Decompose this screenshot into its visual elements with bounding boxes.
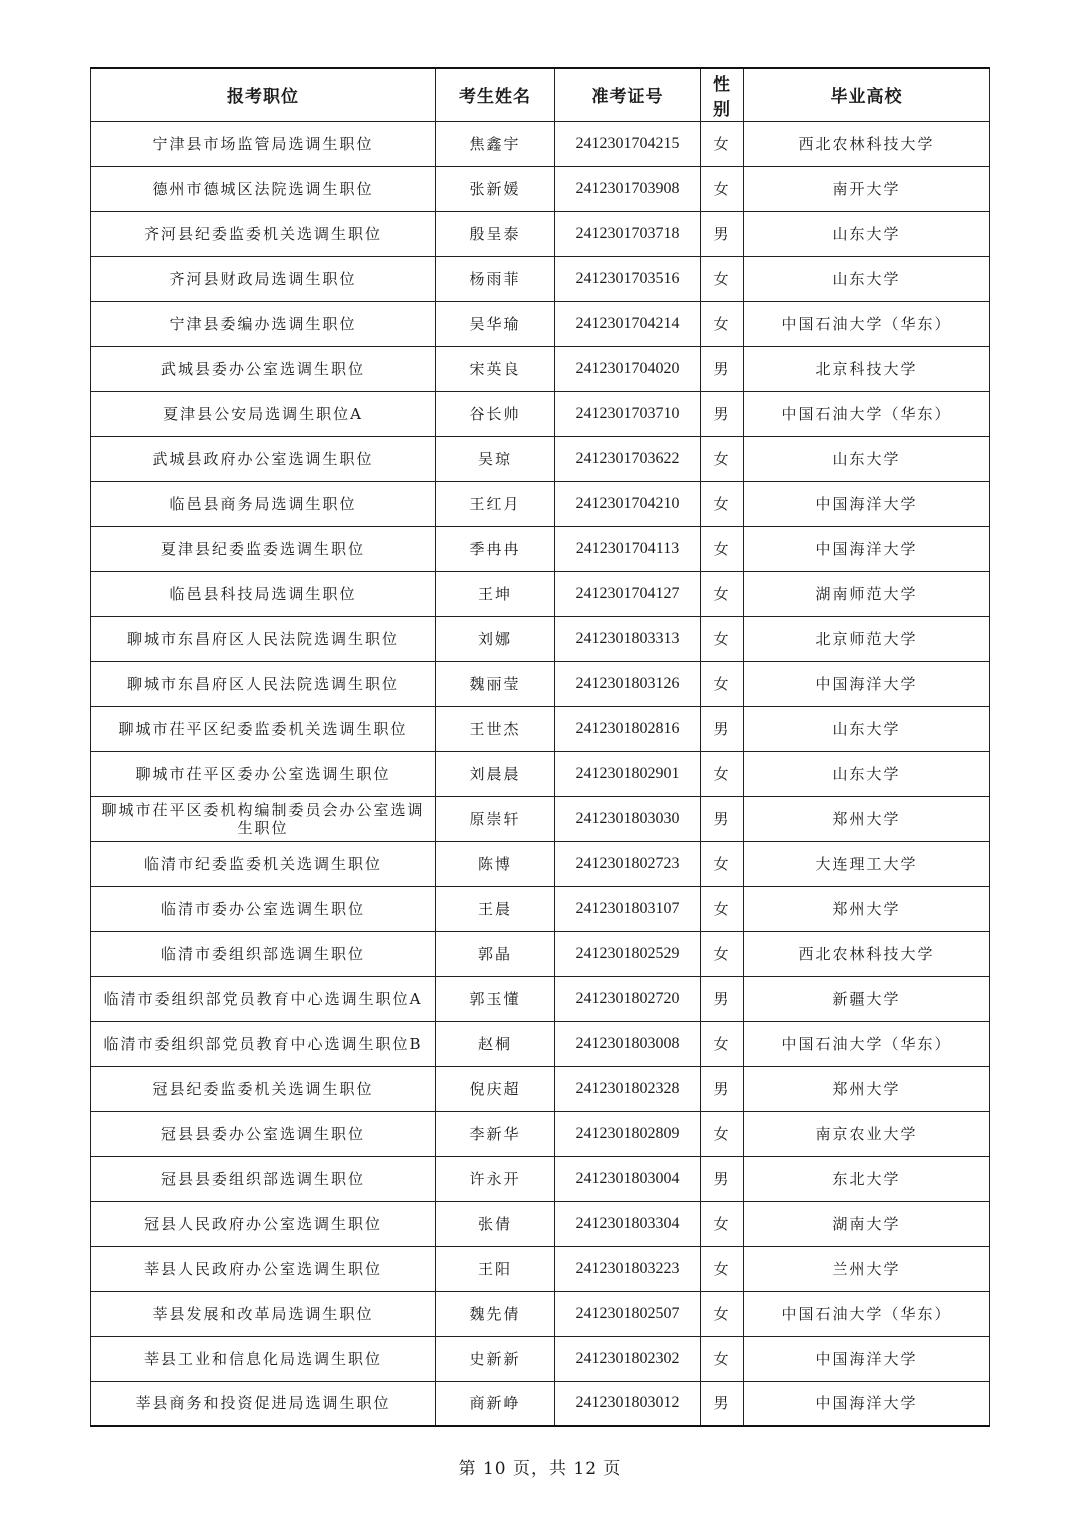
cell-name: 王晨 <box>436 886 555 931</box>
cell-exam-id: 2412301802901 <box>555 751 701 796</box>
cell-gender: 男 <box>701 391 744 436</box>
cell-gender: 女 <box>701 1291 744 1336</box>
header-name: 考生姓名 <box>436 68 555 121</box>
cell-name: 魏先倩 <box>436 1291 555 1336</box>
cell-name: 王阳 <box>436 1246 555 1291</box>
cell-name: 魏丽莹 <box>436 661 555 706</box>
cell-university: 中国海洋大学 <box>744 526 990 571</box>
cell-gender: 女 <box>701 571 744 616</box>
table-row <box>91 976 990 1021</box>
cell-gender: 女 <box>701 931 744 976</box>
cell-name: 原崇轩 <box>436 796 555 841</box>
cell-position: 聊城市东昌府区人民法院选调生职位 <box>91 616 436 661</box>
cell-gender: 女 <box>701 1201 744 1246</box>
cell-exam-id: 2412301704113 <box>555 526 701 571</box>
table-row <box>91 436 990 481</box>
table-row <box>91 481 990 526</box>
cell-position: 宁津县委编办选调生职位 <box>91 301 436 346</box>
cell-position: 临清市纪委监委机关选调生职位 <box>91 841 436 886</box>
cell-position: 临邑县科技局选调生职位 <box>91 571 436 616</box>
cell-university: 西北农林科技大学 <box>744 121 990 166</box>
cell-name: 张新媛 <box>436 166 555 211</box>
cell-university: 郑州大学 <box>744 796 990 841</box>
cell-name: 赵桐 <box>436 1021 555 1066</box>
cell-position: 莘县人民政府办公室选调生职位 <box>91 1246 436 1291</box>
cell-gender: 女 <box>701 661 744 706</box>
cell-exam-id: 2412301704214 <box>555 301 701 346</box>
cell-gender: 女 <box>701 841 744 886</box>
cell-exam-id: 2412301704215 <box>555 121 701 166</box>
cell-exam-id: 2412301803012 <box>555 1381 701 1426</box>
cell-exam-id: 2412301802302 <box>555 1336 701 1381</box>
table-row <box>91 1246 990 1291</box>
cell-exam-id: 2412301703908 <box>555 166 701 211</box>
cell-university: 大连理工大学 <box>744 841 990 886</box>
cell-position: 莘县商务和投资促进局选调生职位 <box>91 1381 436 1426</box>
cell-university: 东北大学 <box>744 1156 990 1201</box>
candidate-table <box>90 67 990 1427</box>
cell-exam-id: 2412301703622 <box>555 436 701 481</box>
cell-exam-id: 2412301704127 <box>555 571 701 616</box>
cell-gender: 男 <box>701 796 744 841</box>
cell-exam-id: 2412301803223 <box>555 1246 701 1291</box>
cell-name: 李新华 <box>436 1111 555 1156</box>
cell-position: 齐河县财政局选调生职位 <box>91 256 436 301</box>
cell-position: 聊城市茌平区委办公室选调生职位 <box>91 751 436 796</box>
table-row <box>91 571 990 616</box>
cell-name: 郭玉懂 <box>436 976 555 1021</box>
cell-gender: 女 <box>701 1021 744 1066</box>
table-row <box>91 841 990 886</box>
cell-university: 中国海洋大学 <box>744 481 990 526</box>
cell-university: 兰州大学 <box>744 1246 990 1291</box>
table-row <box>91 301 990 346</box>
cell-position: 临清市委组织部党员教育中心选调生职位A <box>91 976 436 1021</box>
cell-university: 中国海洋大学 <box>744 1336 990 1381</box>
cell-name: 许永开 <box>436 1156 555 1201</box>
cell-gender: 男 <box>701 976 744 1021</box>
table-row <box>91 211 990 256</box>
page-number: 第 10 页，共 12 页 <box>458 1459 622 1479</box>
cell-exam-id: 2412301802720 <box>555 976 701 1021</box>
header-university: 毕业高校 <box>744 68 990 121</box>
cell-position: 聊城市东昌府区人民法院选调生职位 <box>91 661 436 706</box>
cell-university: 湖南大学 <box>744 1201 990 1246</box>
cell-name: 吴华瑜 <box>436 301 555 346</box>
cell-university: 新疆大学 <box>744 976 990 1021</box>
cell-name: 杨雨菲 <box>436 256 555 301</box>
cell-name: 殷呈泰 <box>436 211 555 256</box>
cell-exam-id: 2412301803313 <box>555 616 701 661</box>
cell-university: 南开大学 <box>744 166 990 211</box>
header-position: 报考职位 <box>91 68 436 121</box>
table-row <box>91 166 990 211</box>
cell-name: 刘娜 <box>436 616 555 661</box>
table-row <box>91 661 990 706</box>
cell-exam-id: 2412301803126 <box>555 661 701 706</box>
cell-gender: 女 <box>701 526 744 571</box>
cell-university: 中国石油大学（华东） <box>744 1021 990 1066</box>
cell-position: 临清市委办公室选调生职位 <box>91 886 436 931</box>
cell-gender: 女 <box>701 436 744 481</box>
cell-gender: 女 <box>701 166 744 211</box>
cell-position: 聊城市茌平区纪委监委机关选调生职位 <box>91 706 436 751</box>
table-row <box>91 391 990 436</box>
cell-name: 宋英良 <box>436 346 555 391</box>
table-header-row <box>91 68 990 121</box>
cell-gender: 女 <box>701 1336 744 1381</box>
cell-university: 湖南师范大学 <box>744 571 990 616</box>
cell-name: 吴琼 <box>436 436 555 481</box>
cell-university: 郑州大学 <box>744 1066 990 1111</box>
table-row <box>91 1111 990 1156</box>
cell-name: 倪庆超 <box>436 1066 555 1111</box>
table-row <box>91 121 990 166</box>
cell-university: 中国石油大学（华东） <box>744 301 990 346</box>
table-row <box>91 886 990 931</box>
cell-position: 武城县政府办公室选调生职位 <box>91 436 436 481</box>
cell-name: 商新峥 <box>436 1381 555 1426</box>
cell-name: 季冉冉 <box>436 526 555 571</box>
cell-university: 南京农业大学 <box>744 1111 990 1156</box>
cell-gender: 男 <box>701 1381 744 1426</box>
cell-name: 谷长帅 <box>436 391 555 436</box>
table-body <box>91 121 990 1426</box>
cell-exam-id: 2412301803030 <box>555 796 701 841</box>
cell-exam-id: 2412301703718 <box>555 211 701 256</box>
cell-exam-id: 2412301803304 <box>555 1201 701 1246</box>
cell-name: 张倩 <box>436 1201 555 1246</box>
cell-gender: 男 <box>701 706 744 751</box>
cell-gender: 女 <box>701 301 744 346</box>
cell-university: 山东大学 <box>744 436 990 481</box>
cell-gender: 女 <box>701 256 744 301</box>
cell-exam-id: 2412301802529 <box>555 931 701 976</box>
table-row <box>91 796 990 841</box>
cell-position: 齐河县纪委监委机关选调生职位 <box>91 211 436 256</box>
cell-university: 山东大学 <box>744 751 990 796</box>
cell-exam-id: 2412301802723 <box>555 841 701 886</box>
cell-position: 冠县人民政府办公室选调生职位 <box>91 1201 436 1246</box>
cell-gender: 女 <box>701 616 744 661</box>
cell-gender: 女 <box>701 1246 744 1291</box>
cell-exam-id: 2412301704020 <box>555 346 701 391</box>
cell-university: 中国石油大学（华东） <box>744 391 990 436</box>
cell-gender: 男 <box>701 1156 744 1201</box>
cell-gender: 女 <box>701 481 744 526</box>
cell-gender: 男 <box>701 211 744 256</box>
cell-university: 中国海洋大学 <box>744 661 990 706</box>
cell-position: 临清市委组织部选调生职位 <box>91 931 436 976</box>
cell-name: 郭晶 <box>436 931 555 976</box>
table-row <box>91 751 990 796</box>
cell-exam-id: 2412301803008 <box>555 1021 701 1066</box>
table-row <box>91 346 990 391</box>
cell-exam-id: 2412301803004 <box>555 1156 701 1201</box>
cell-gender: 男 <box>701 1066 744 1111</box>
cell-gender: 男 <box>701 346 744 391</box>
cell-name: 刘晨晨 <box>436 751 555 796</box>
cell-position: 聊城市茌平区委机构编制委员会办公室选调生职位 <box>91 796 436 841</box>
table-row <box>91 1021 990 1066</box>
cell-gender: 女 <box>701 121 744 166</box>
table-row <box>91 256 990 301</box>
cell-university: 山东大学 <box>744 706 990 751</box>
table-row <box>91 1291 990 1336</box>
table-row <box>91 1156 990 1201</box>
table-row <box>91 931 990 976</box>
cell-name: 焦鑫宇 <box>436 121 555 166</box>
cell-name: 陈博 <box>436 841 555 886</box>
cell-position: 莘县工业和信息化局选调生职位 <box>91 1336 436 1381</box>
table-row <box>91 526 990 571</box>
cell-university: 山东大学 <box>744 256 990 301</box>
cell-university: 中国石油大学（华东） <box>744 1291 990 1336</box>
cell-university: 中国海洋大学 <box>744 1381 990 1426</box>
cell-position: 德州市德城区法院选调生职位 <box>91 166 436 211</box>
table-row <box>91 1066 990 1111</box>
header-gender: 性别 <box>701 68 744 121</box>
cell-position: 临清市委组织部党员教育中心选调生职位B <box>91 1021 436 1066</box>
cell-exam-id: 2412301703710 <box>555 391 701 436</box>
cell-name: 史新新 <box>436 1336 555 1381</box>
cell-exam-id: 2412301703516 <box>555 256 701 301</box>
cell-position: 夏津县纪委监委选调生职位 <box>91 526 436 571</box>
cell-gender: 女 <box>701 751 744 796</box>
cell-name: 王红月 <box>436 481 555 526</box>
cell-position: 武城县委办公室选调生职位 <box>91 346 436 391</box>
cell-name: 王坤 <box>436 571 555 616</box>
table-row <box>91 706 990 751</box>
cell-exam-id: 2412301802816 <box>555 706 701 751</box>
cell-university: 北京师范大学 <box>744 616 990 661</box>
cell-position: 莘县发展和改革局选调生职位 <box>91 1291 436 1336</box>
cell-university: 郑州大学 <box>744 886 990 931</box>
cell-position: 冠县县委办公室选调生职位 <box>91 1111 436 1156</box>
cell-exam-id: 2412301802507 <box>555 1291 701 1336</box>
cell-exam-id: 2412301802328 <box>555 1066 701 1111</box>
cell-position: 临邑县商务局选调生职位 <box>91 481 436 526</box>
cell-gender: 女 <box>701 886 744 931</box>
cell-position: 冠县纪委监委机关选调生职位 <box>91 1066 436 1111</box>
table-row <box>91 1201 990 1246</box>
cell-exam-id: 2412301802809 <box>555 1111 701 1156</box>
cell-position: 冠县县委组织部选调生职位 <box>91 1156 436 1201</box>
cell-position: 宁津县市场监管局选调生职位 <box>91 121 436 166</box>
cell-university: 西北农林科技大学 <box>744 931 990 976</box>
cell-gender: 女 <box>701 1111 744 1156</box>
cell-university: 山东大学 <box>744 211 990 256</box>
cell-university: 北京科技大学 <box>744 346 990 391</box>
cell-exam-id: 2412301704210 <box>555 481 701 526</box>
table-row <box>91 616 990 661</box>
cell-name: 王世杰 <box>436 706 555 751</box>
cell-position: 夏津县公安局选调生职位A <box>91 391 436 436</box>
header-exam-id: 准考证号 <box>555 68 701 121</box>
table-row <box>91 1336 990 1381</box>
table-row <box>91 1381 990 1426</box>
cell-exam-id: 2412301803107 <box>555 886 701 931</box>
